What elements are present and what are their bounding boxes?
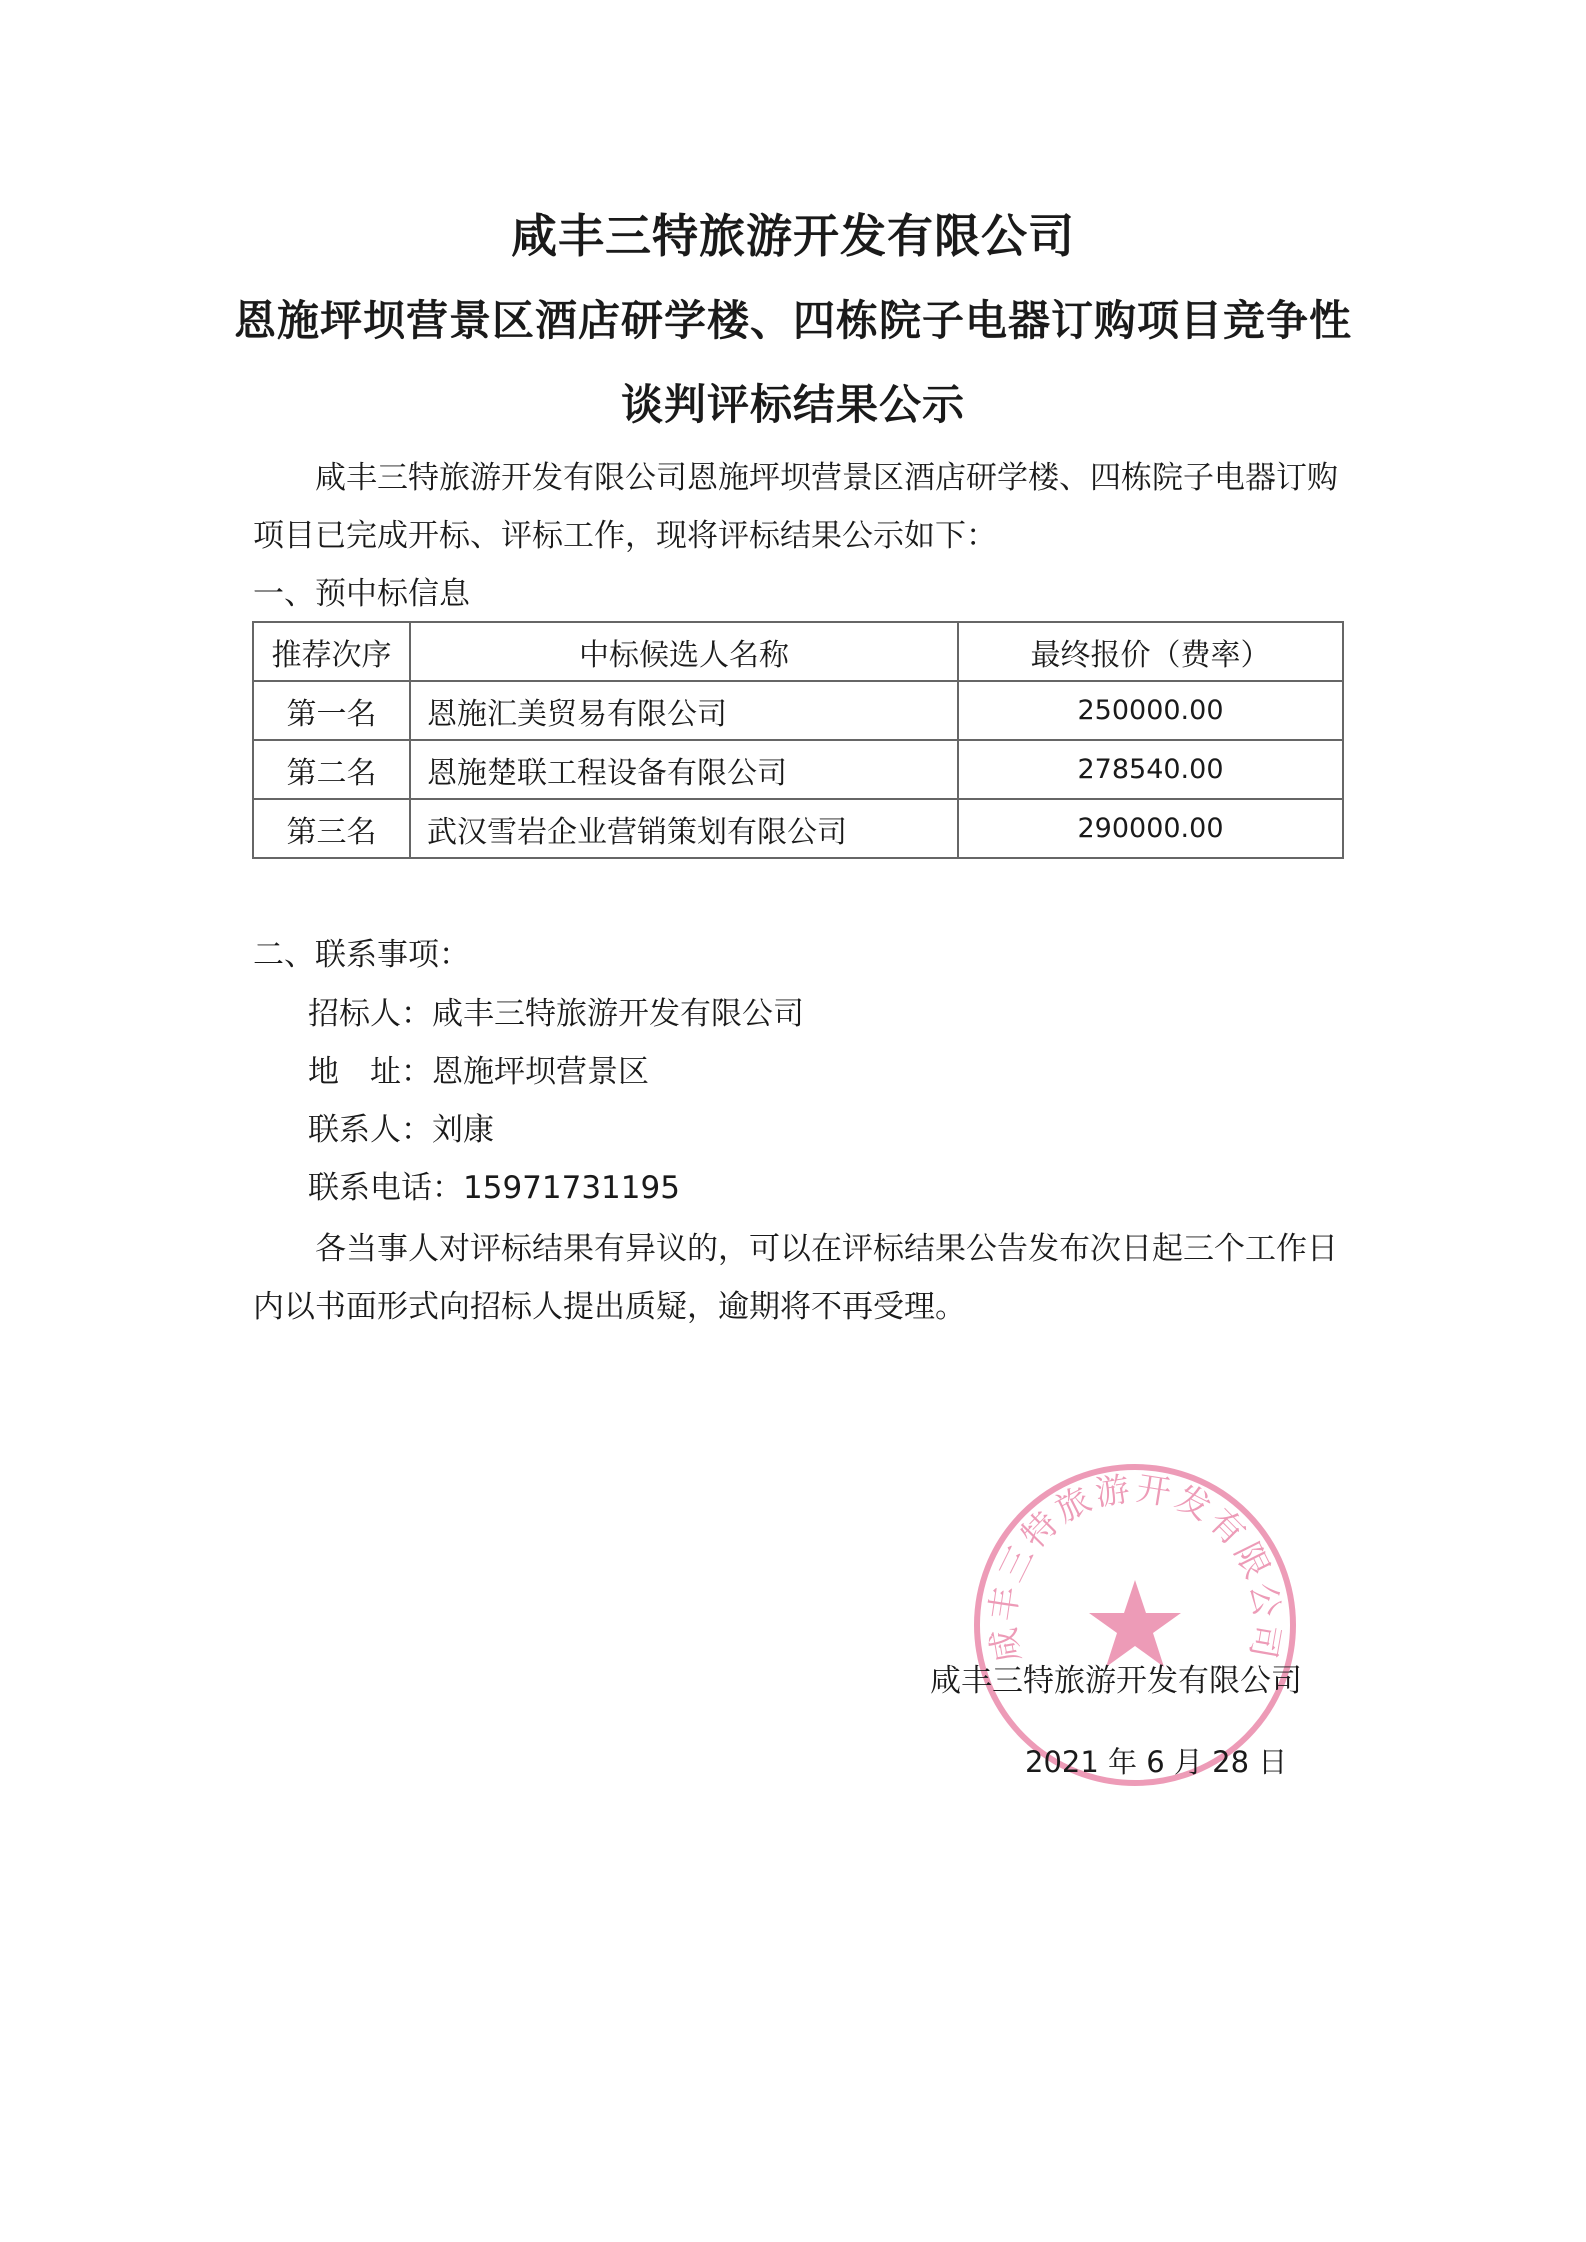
section-heading-contacts: 二、联系事项： [253, 937, 470, 973]
candidate-name-cell: 恩施楚联工程设备有限公司 [410, 740, 958, 799]
phone-label: 联系电话： [308, 1170, 463, 1206]
header-price: 最终报价（费率） [958, 622, 1343, 681]
person-label: 联系人： [308, 1112, 432, 1148]
company-title: 咸丰三特旅游开发有限公司 [511, 209, 1075, 263]
candidate-name-cell: 武汉雪岩企业营销策划有限公司 [410, 799, 958, 858]
rank-cell: 第一名 [253, 681, 410, 740]
price-cell: 250000.00 [958, 681, 1343, 740]
notice-title-line2: 谈判评标结果公示 [620, 380, 965, 429]
signature-date: 2021 年 6 月 28 日 [1025, 1745, 1288, 1779]
phone-value: 15971731195 [463, 1170, 680, 1206]
table-row [253, 799, 1343, 858]
contact-tenderer [308, 994, 804, 1034]
contact-person [308, 1110, 494, 1150]
candidate-table [252, 621, 1344, 859]
table-header-row [253, 622, 1343, 681]
person-value: 刘康 [432, 1112, 494, 1148]
contact-address [308, 1052, 649, 1092]
tenderer-value: 咸丰三特旅游开发有限公司 [432, 996, 804, 1032]
intro-paragraph: 咸丰三特旅游开发有限公司恩施坪坝营景区酒店研学楼、四栋院子电器订购项目已完成开标、评标工作，现将评标结果公示如下： [253, 460, 1338, 554]
table-row [253, 740, 1343, 799]
address-label: 地 址： [308, 1054, 432, 1090]
tenderer-label: 招标人： [308, 996, 432, 1032]
notice-title-line1: 恩施坪坝营景区酒店研学楼、四栋院子电器订购项目竞争性 [233, 296, 1352, 345]
header-name: 中标候选人名称 [410, 622, 958, 681]
price-cell: 278540.00 [958, 740, 1343, 799]
signature-company: 咸丰三特旅游开发有限公司 [930, 1663, 1302, 1699]
seal-star-icon [1089, 1580, 1181, 1667]
candidate-name-cell: 恩施汇美贸易有限公司 [410, 681, 958, 740]
table-row [253, 681, 1343, 740]
contact-phone [308, 1168, 680, 1208]
rank-cell: 第二名 [253, 740, 410, 799]
price-cell: 290000.00 [958, 799, 1343, 858]
address-value: 恩施坪坝营景区 [432, 1054, 649, 1090]
objection-paragraph: 各当事人对评标结果有异议的，可以在评标结果公告发布次日起三个工作日内以书面形式向招标人提出质疑，逾期将不再受理。 [253, 1231, 1338, 1325]
section-heading-bid-info: 一、预中标信息 [253, 576, 470, 612]
seal-text: 咸丰三特旅游开发有限公司 [982, 1468, 1288, 1666]
rank-cell: 第三名 [253, 799, 410, 858]
header-rank: 推荐次序 [253, 622, 410, 681]
